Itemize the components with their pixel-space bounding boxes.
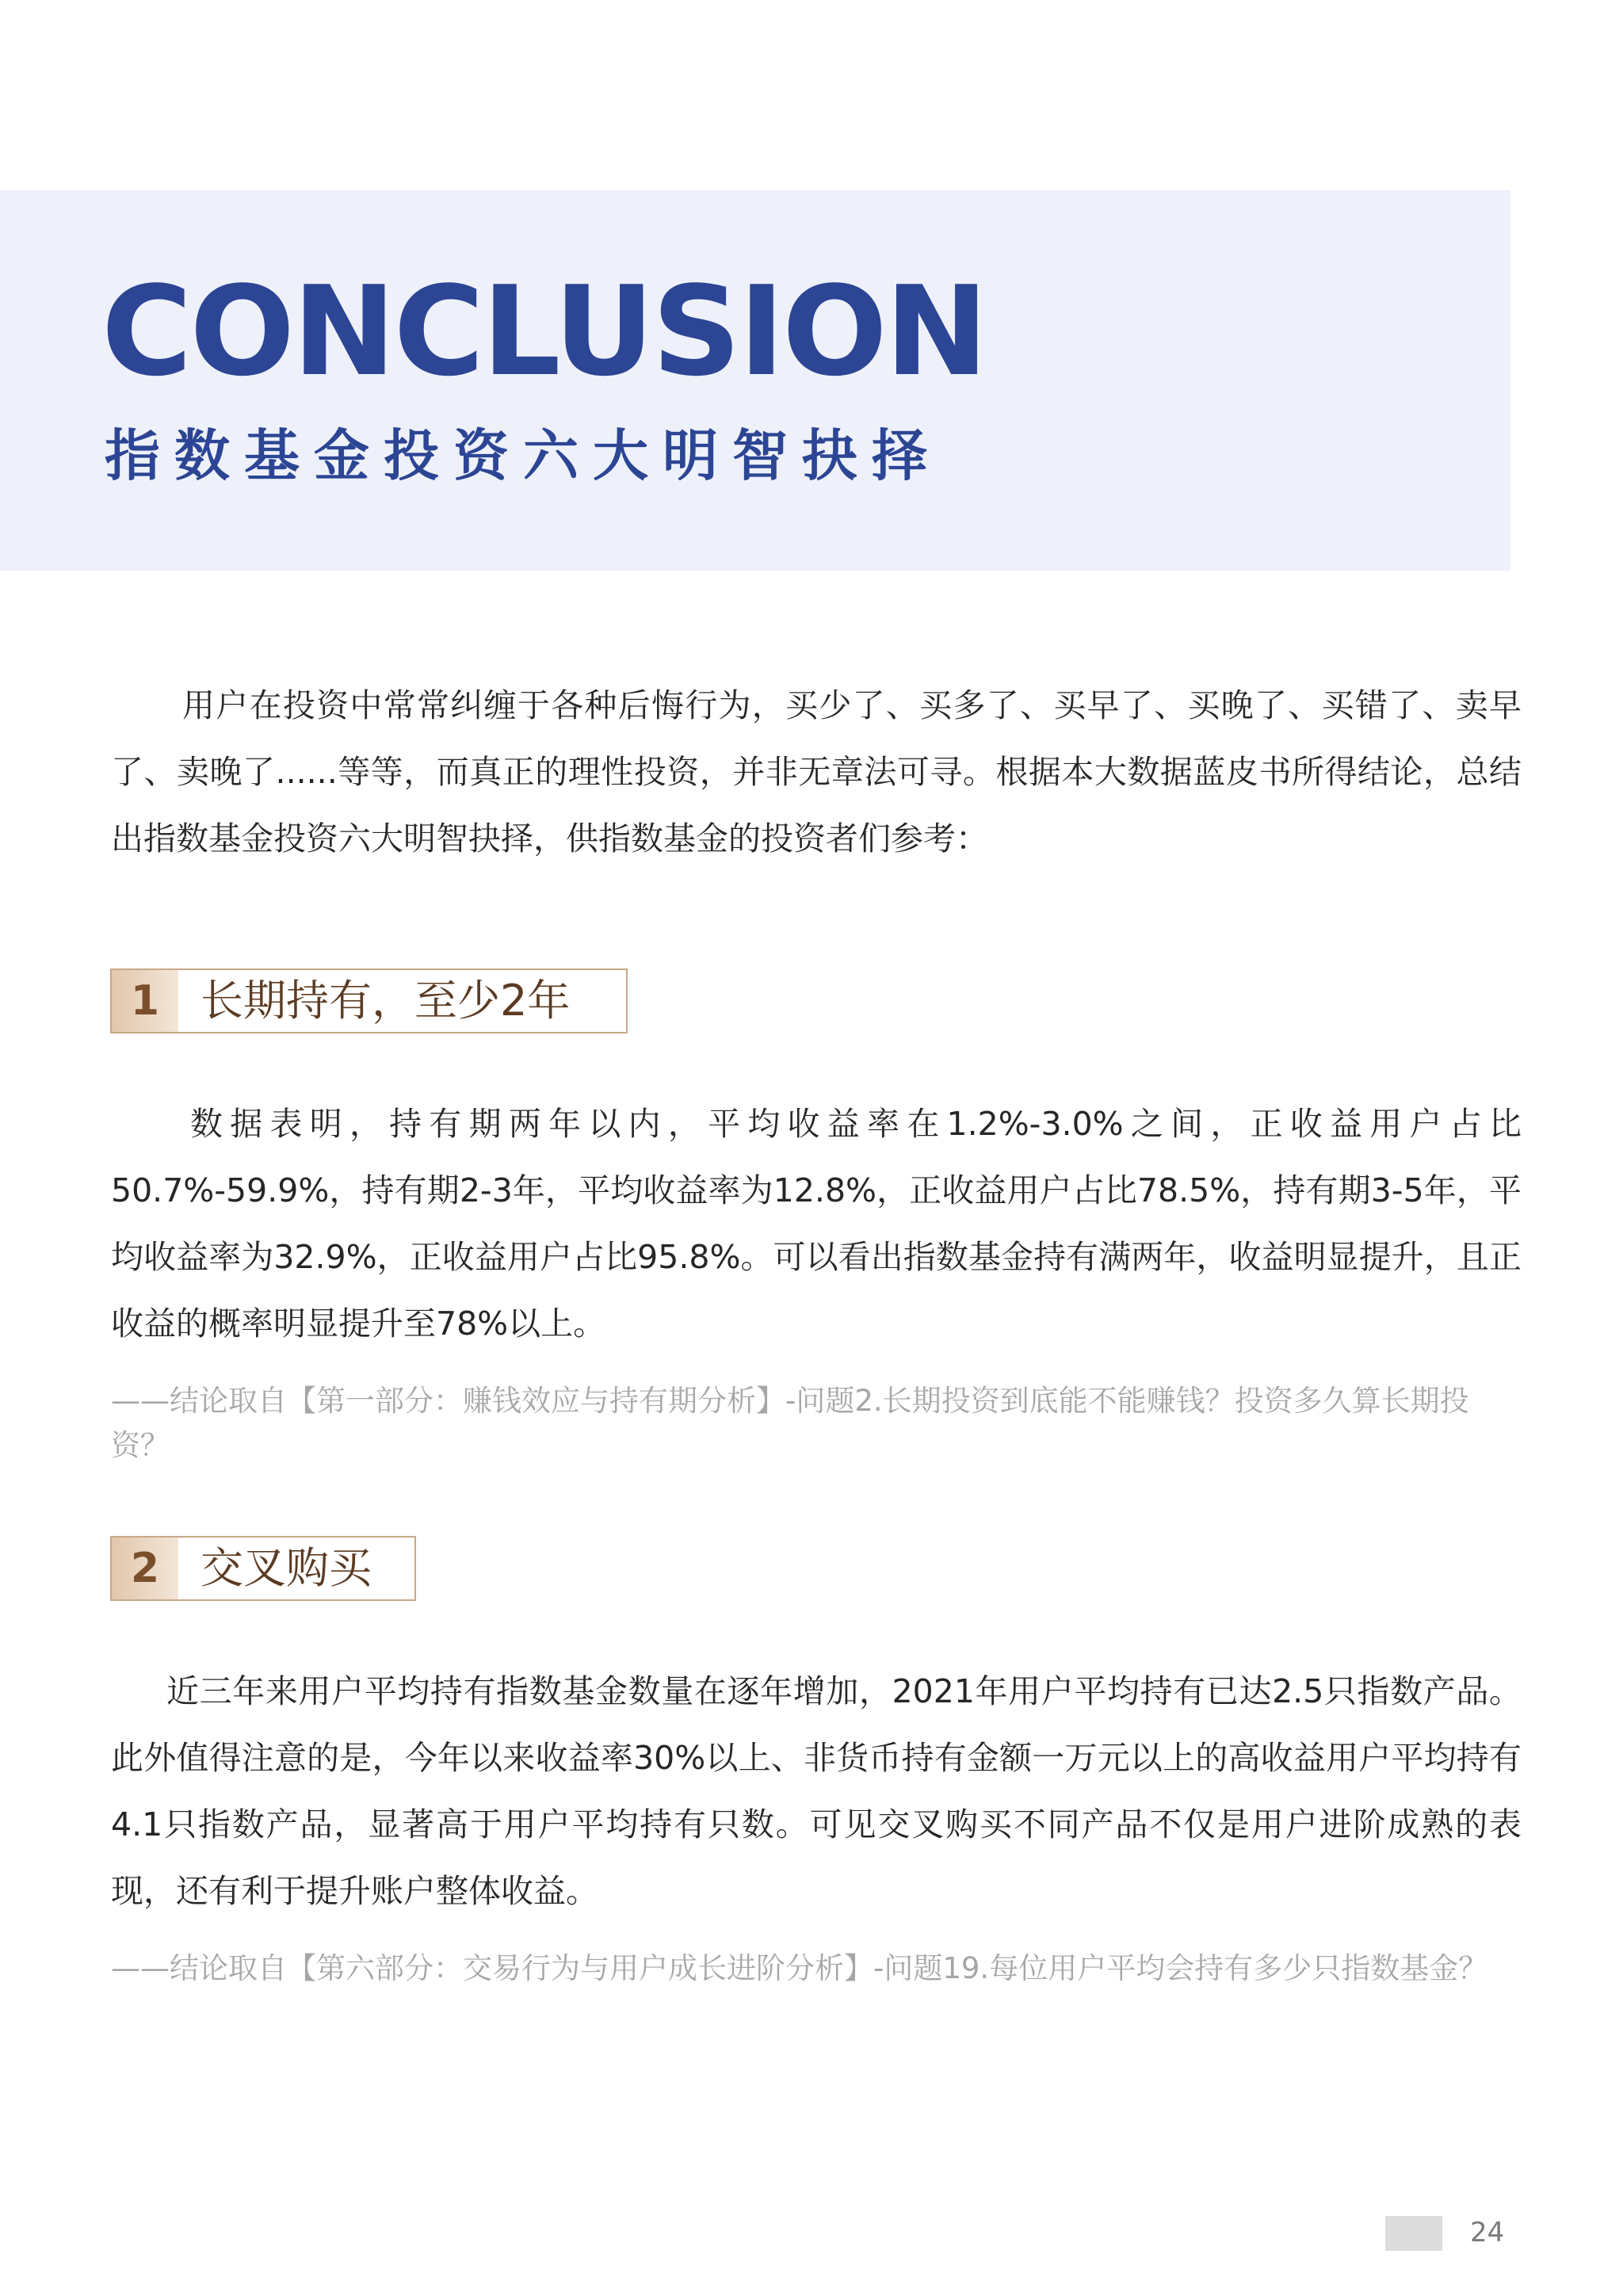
page-number: 24 (1470, 2217, 1505, 2248)
page-number-marker (1385, 2216, 1442, 2251)
section-1-body: 数据表明，持有期两年以内，平均收益率在1.2%-3.0%之间，正收益用户占比50.7%-59.9%，持有期2-3年，平均收益率为12.8%，正收益用户占比78.5%，持有期3-5年，平均收益率为32.9%，正收益用户占比95.8%。可以看出指数基金持有满两年，收益明显提升，且正收益的概率明显提升至78%以上。 (111, 1105, 1522, 1343)
section-2-body: 近三年来用户平均持有指数基金数量在逐年增加，2021年用户平均持有已达2.5只指数产品。此外值得注意的是，今年以来收益率30%以上、非货币持有金额一万元以上的高收益用户平均持有4.1只指数产品，显著高于用户平均持有只数。可见交叉购买不同产品不仅是用户进阶成熟的表现，还有利于提升账户整体收益。 (111, 1672, 1522, 1910)
intro-paragraph: 用户在投资中常常纠缠于各种后悔行为，买少了、买多了、买早了、买晚了、买错了、卖早了、卖晚了......等等，而真正的理性投资，并非无章法可寻。根据本大数据蓝皮书所得结论，总结出指数基金投资六大明智抉择，供指数基金的投资者们参考： (111, 686, 1522, 858)
section-2-source: ——结论取自【第六部分：交易行为与用户成长进阶分析】-问题19.每位用户平均会持有多少只指数基金？ (111, 1951, 1488, 1985)
section-1-source: ——结论取自【第一部分：赚钱效应与持有期分析】-问题2.长期投资到底能不能赚钱？投资多久算长期投资？ (111, 1384, 1469, 1462)
section-2-heading (110, 1536, 416, 1601)
section-1-number: 1 (112, 970, 178, 1032)
section-2-title: 交叉购买 (200, 1543, 372, 1593)
section-1-heading (110, 968, 628, 1033)
page-subtitle: 指数基金投资六大明智抉择 (105, 423, 941, 488)
section-1-title: 长期持有，至少2年 (200, 976, 571, 1026)
section-2-number: 2 (112, 1538, 178, 1599)
page-title: CONCLUSION (101, 259, 987, 403)
